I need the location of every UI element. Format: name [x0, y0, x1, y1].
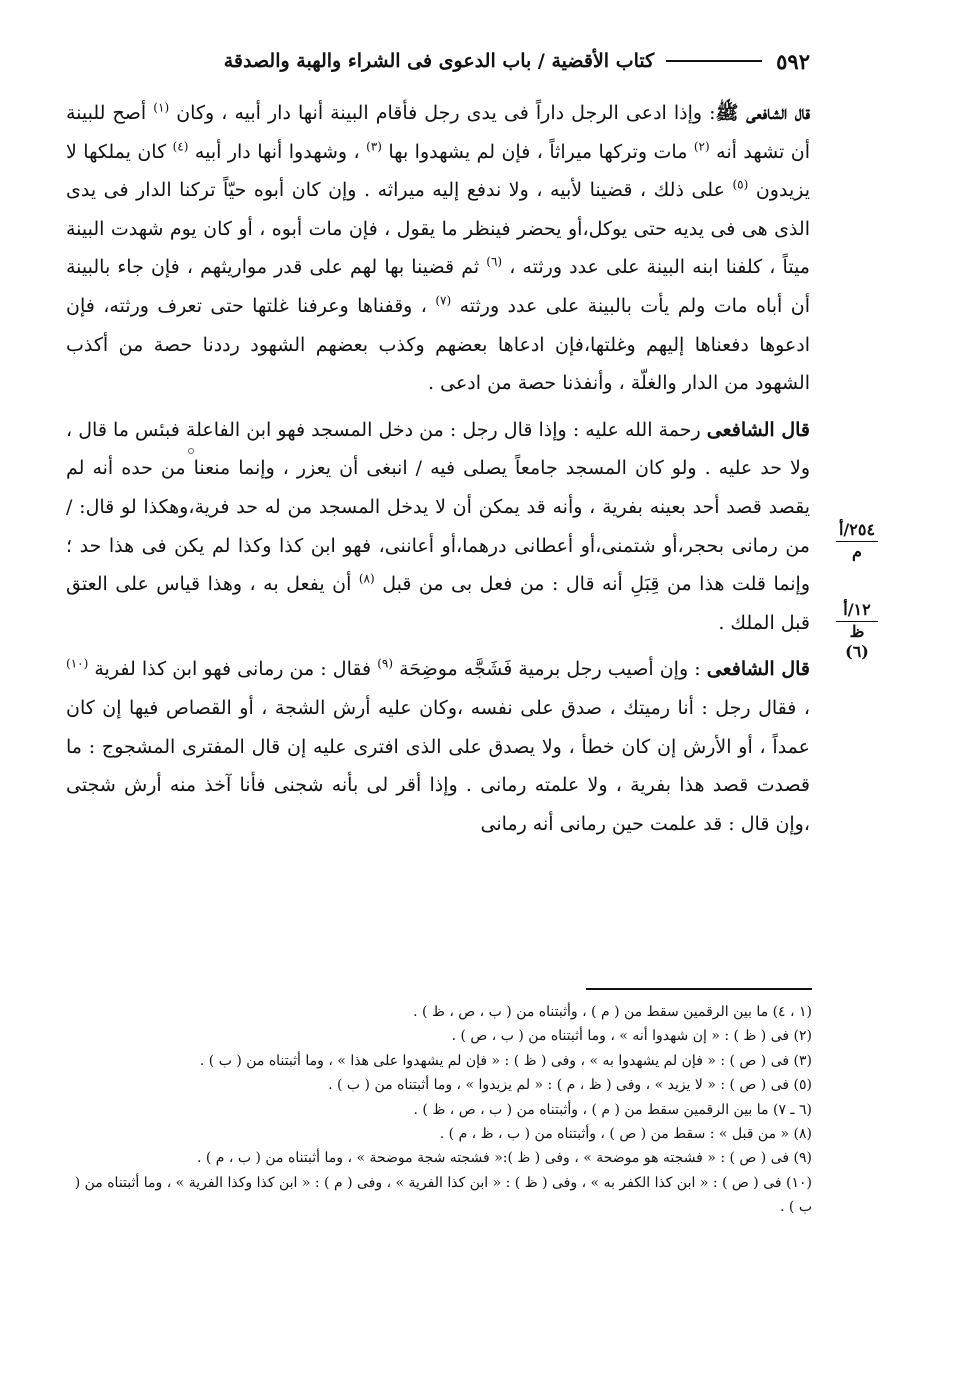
- margin-note: [836, 520, 878, 562]
- footnote: (٩) فى ( ص ) : « فشجته هو موضحة » ، وفى ( ظ ):« فشجته شجة موضحة » ، وما أثبتناه من ( ب ، م ) .: [196, 1150, 812, 1167]
- paragraph-lead: قال الشافعى: [706, 418, 810, 441]
- footnote: (٨) « من قبل » : سقط من ( ص ) ، وأثبتناه من ( ب ، ظ ، م ) .: [439, 1126, 812, 1143]
- paragraph-text: ، وشهدوا أنها دار أبيه: [188, 140, 367, 163]
- paragraph-text: ثم قضينا بها لهم على قدر مواريثهم ، فإن جاء بالبينة أن أباه مات ولم يأت بالبينة على عدد ورثته: [66, 256, 810, 317]
- paragraph-text: ، وقفناها وعرفنا غلتها حتى تعرف ورثته، فإن ادعوها دفعناها إليهم وغلتها،فإن ادعاها بعضهم وكذب بعضهم الشهود رددنا حصة من أكذب الشهود من الدار والغلّة ، وأنفذنا حصة من ادعى .: [66, 294, 810, 395]
- footnote: (٥) فى ( ص ) : « لا يزيد » ، وفى ( ظ ، م ) : « لم يزيدوا » ، وما أثبتناه من ( ب ) .: [328, 1077, 812, 1094]
- paragraph-text: رحمة الله عليه : وإذا قال رجل : من دخل المسجد فهو ابن الفاعلة فبئس ما قال ، ولا حد عليه . ولو كان المسجد جامعاً يصلى فيه / انبغى أن يعزر ، وإنما منعنا من حده أنه لم يقصد قصد أحد بعينه بفرية ، وأنه قد يمكن أن لا يدخل المسجد من له حد فرية،وهكذا لو قال: / من رمانى بحجر،أو شتمنى،أو أعطانى درهما،أو أعاننى، فهو ابن كذا وكذا لم يكن فى هذا حد ؛ وإنما قلت هذا من قِبَلِ أنه قال : من فعل بى من قبل: [66, 418, 810, 596]
- paragraph: [66, 650, 810, 843]
- paragraph-lead: قال الشافعى ﷺ: [715, 102, 810, 124]
- footnote-marker[interactable]: (٤): [172, 139, 189, 154]
- paragraph: [66, 411, 810, 643]
- footnote-marker[interactable]: (٧): [435, 293, 452, 308]
- margin-note-folio: ١٢/أ: [836, 600, 878, 622]
- footnote-marker[interactable]: (١٠): [66, 656, 89, 671]
- main-text: [66, 94, 810, 851]
- ink-speck: [188, 448, 194, 454]
- footnote-marker[interactable]: (٣): [366, 139, 382, 154]
- page-number: ٥٩٢: [776, 48, 810, 74]
- footnote: (٣) فى ( ص ) : « فإن لم يشهدوا به » ، وفى ( ظ ) : « فإن لم يشهدوا على هذا » ، وما أثبتناه من ( ب ) .: [199, 1052, 812, 1069]
- footnote-marker[interactable]: (٩): [377, 656, 394, 671]
- footnote-marker[interactable]: (٥): [732, 177, 749, 192]
- margin-note-folio: ٢٥٤/أ: [836, 520, 878, 542]
- footnote-marker[interactable]: (٢): [693, 139, 710, 154]
- margin-note: [836, 600, 878, 662]
- footnote: (١٠) فى ( ص ) : « ابن كذا الكفر به » ، وفى ( ظ ) : « ابن كذا الفرية » ، وفى ( م ) : « ابن كذا وكذا الفرية » ، وما أثبتناه من ( ب ) .: [74, 1174, 812, 1216]
- footnote-rule: [586, 988, 812, 990]
- margin-note-manuscript: ظ (٦): [845, 622, 869, 661]
- paragraph-text: على ذلك ، قضينا لأبيه ، ولا ندفع إليه ميراثه . وإن كان أبوه حيّاً تركنا الدار فى يدى الذى هى فى يديه حتى يوكل،أو يحضر فينظر ما يقول ، فإن مات أبوه ، أو كان يوم شهدت البينة ميتاً ، كلفنا ابنه البينة على عدد ورثته ،: [66, 179, 810, 279]
- paragraph-text: مات وتركها ميراثاً ، فإن لم يشهدوا بها: [381, 140, 694, 163]
- header-rule: [666, 60, 762, 62]
- margin-note-manuscript: م: [852, 542, 862, 561]
- paragraph-text: ، فقال رجل : أنا رميتك ، صدق على نفسه ،وكان عليه أرش الشجة ، أو القصاص فيها إن كان عمداً ، أو الأرش إن كان خطأ ، ولا يصدق على الذى افترى عليه إن قال المفترى المشجوج : ما قصدت قصد هذا بفرية ، ولا علمته رمانى . وإذا أقر لى بأنه شجنى فأنا آخذ منه أرش شجتى ،وإن قال : قد علمت حين رمانى أنه رمانى: [66, 696, 810, 835]
- paragraph-text: أصح للبينة أن تشهد أنه: [66, 102, 810, 163]
- paragraph-text: : وإذا ادعى الرجل داراً فى يدى رجل فأقام البينة أنها دار أبيه ، وكان: [169, 102, 716, 124]
- footnotes: [68, 1000, 812, 1220]
- paragraph-text: أن يفعل به ، وهذا قياس على العتق قبل الملك .: [66, 573, 810, 634]
- paragraph: [66, 94, 810, 403]
- footnote: (١ ، ٤) ما بين الرقمين سقط من ( م ) ، وأثبتناه من ( ب ، ص ، ظ ) .: [413, 1004, 812, 1020]
- footnote-marker[interactable]: (٦): [486, 255, 503, 270]
- running-title: كتاب الأقضية / باب الدعوى فى الشراء والهبة والصدقة: [223, 50, 655, 72]
- paragraph-text: : وإن أصيب رجل برمية فَشَجَّه موضِحَة: [393, 658, 707, 681]
- paragraph-text: فقال : من رمانى فهو ابن كذا لفرية: [88, 658, 378, 681]
- footnote: (٢) فى ( ظ ) : « إن شهدوا أنه » ، وما أثبتناه من ( ب ، ص ) .: [451, 1028, 812, 1045]
- paragraph-lead: قال الشافعى: [706, 658, 811, 681]
- footnote-marker[interactable]: (١): [153, 100, 170, 115]
- page-header: [66, 44, 810, 78]
- footnote: (٦ ـ ٧) ما بين الرقمين سقط من ( م ) ، وأثبتناه من ( ب ، ص ، ظ ) .: [413, 1101, 812, 1118]
- paragraph-text: كان يملكها لا يزيدون: [66, 140, 810, 202]
- footnote-marker[interactable]: (٨): [358, 571, 375, 586]
